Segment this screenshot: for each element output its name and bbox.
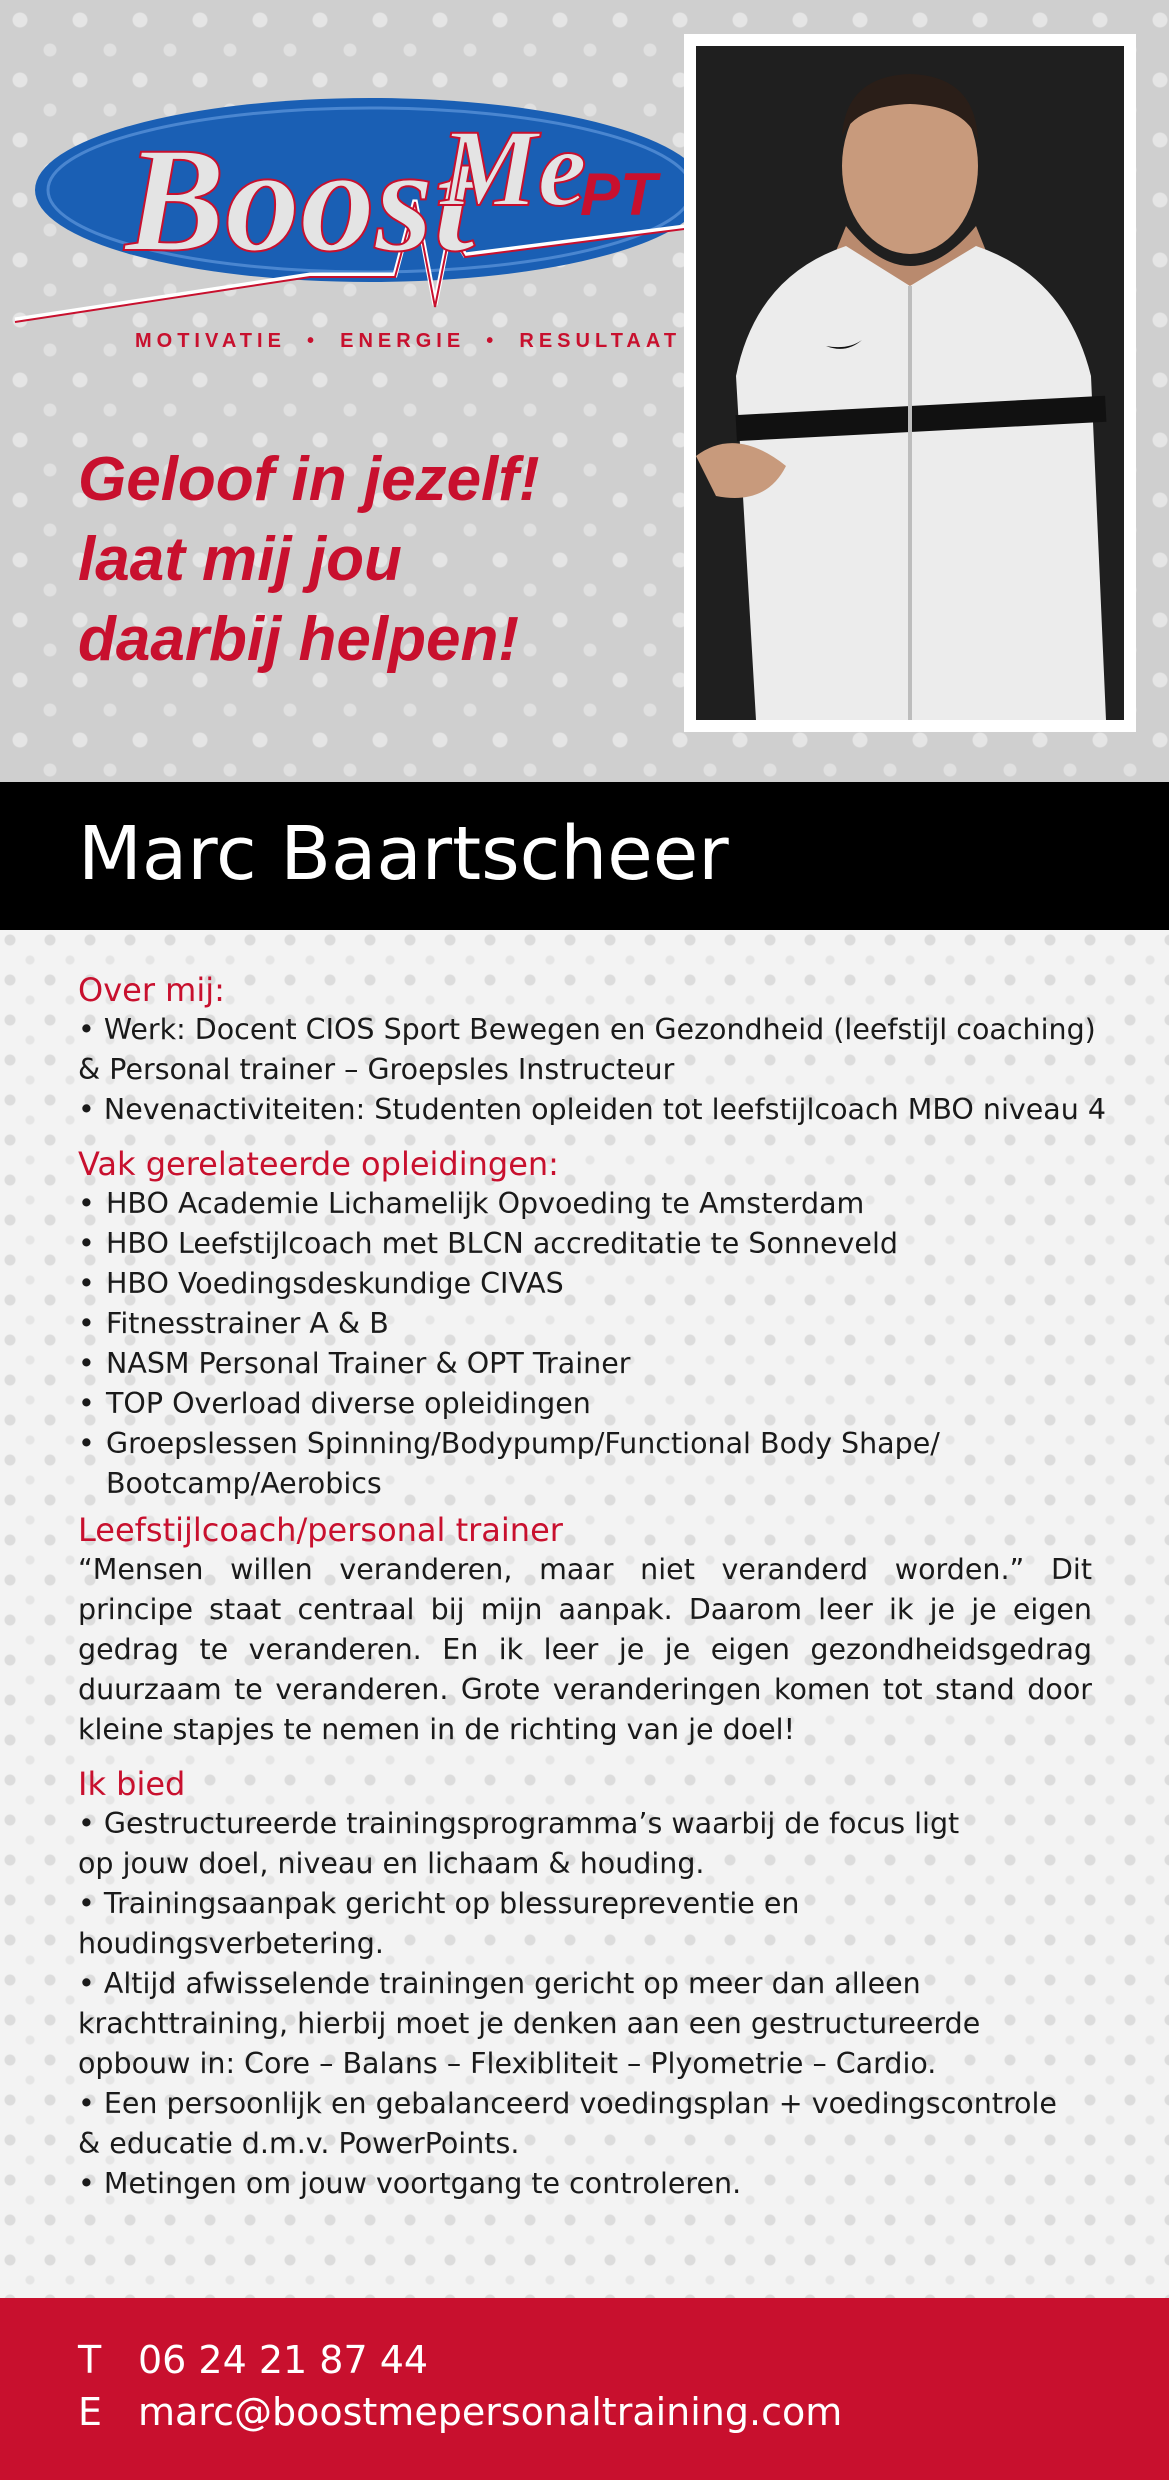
bied-line-2: op jouw doel, niveau en lichaam & houding. — [78, 1847, 705, 1880]
phone-label: T — [78, 2338, 102, 2382]
logo-text-pt: PT — [580, 161, 657, 228]
portrait-frame — [684, 34, 1136, 732]
portrait-jacket — [736, 246, 1106, 720]
section-title-opleidingen: Vak gerelateerde opleidingen: — [78, 1145, 559, 1183]
tagline-line-3: daarbij helpen! — [78, 605, 519, 674]
bied-line-7: opbouw in: Core – Balans – Flexibliteit – Plyometrie – Cardio. — [78, 2047, 937, 2080]
contact-list — [78, 2334, 842, 2438]
bied-line-6: krachttraining, hierbij moet je denken aan een gestructureerde — [78, 2007, 981, 2040]
bied-line-4: houdingsverbetering. — [78, 1927, 384, 1960]
logo-text-me: Me — [440, 107, 587, 229]
list-item: • Groepslessen Spinning/Bodypump/Functional Body Shape/ — [78, 1424, 1092, 1464]
bied-line-5: • Altijd afwisselende trainingen gericht op meer dan alleen — [78, 1967, 921, 2000]
email-row[interactable] — [78, 2386, 842, 2438]
logo-text-boost: Boost — [125, 117, 476, 283]
phone-row[interactable] — [78, 2334, 842, 2386]
bied-line-10: • Metingen om jouw voortgang te controleren. — [78, 2167, 742, 2200]
bied-line-8: • Een persoonlijk en gebalanceerd voedingsplan + voedingscontrole — [78, 2087, 1057, 2120]
portrait-photo — [696, 46, 1124, 720]
contact-footer — [0, 2298, 1169, 2480]
list-item: • NASM Personal Trainer & OPT Trainer — [78, 1344, 1092, 1384]
education-continuation: Bootcamp/Aerobics — [106, 1467, 382, 1500]
bied-line-1: • Gestructureerde trainingsprogramma’s waarbij de focus ligt — [78, 1807, 960, 1840]
section-title-bied: Ik bied — [78, 1765, 186, 1803]
logo-graphic — [10, 50, 700, 370]
list-item: • TOP Overload diverse opleidingen — [78, 1384, 1092, 1424]
header-area — [0, 0, 1169, 782]
over-line-3: • Nevenactiviteiten: Studenten opleiden tot leefstijlcoach MBO niveau 4 — [78, 1093, 1106, 1126]
list-item: • HBO Academie Lichamelijk Opvoeding te Amsterdam — [78, 1184, 1092, 1224]
phone-number[interactable]: 06 24 21 87 44 — [138, 2338, 429, 2382]
education-list — [78, 1184, 1092, 1464]
over-line-1: • Werk: Docent CIOS Sport Bewegen en Gezondheid (leefstijl coaching) — [78, 1013, 1096, 1046]
main-content — [0, 930, 1169, 2298]
over-line-2: & Personal trainer – Groepsles Instructeur — [78, 1053, 675, 1086]
email-address[interactable]: marc@boostmepersonaltraining.com — [138, 2390, 843, 2434]
list-item: • HBO Leefstijlcoach met BLCN accreditatie te Sonneveld — [78, 1224, 1092, 1264]
section-title-coach: Leefstijlcoach/personal trainer — [78, 1511, 563, 1549]
list-item: • HBO Voedingsdeskundige CIVAS — [78, 1264, 1092, 1304]
brand-logo[interactable] — [10, 50, 700, 370]
bied-line-9: & educatie d.m.v. PowerPoints. — [78, 2127, 520, 2160]
portrait-illustration — [696, 46, 1124, 720]
email-label: E — [78, 2390, 103, 2434]
bied-line-3: • Trainingsaanpak gericht op blessurepreventie en — [78, 1887, 800, 1920]
list-item: • Fitnesstrainer A & B — [78, 1304, 1092, 1344]
name-banner — [0, 782, 1169, 930]
tagline-line-2: laat mij jou — [78, 525, 402, 594]
person-name: Marc Baartscheer — [78, 811, 729, 897]
tagline — [78, 440, 678, 680]
coach-paragraph: “Mensen willen veranderen, maar niet veranderd worden.” Dit principe staat centraal bij mijn aanpak. Daarom leer ik je je eigen gedrag te veranderen. En ik leer je je eigen gezondheidsgedrag duurzaam te veranderen. Grote veranderingen komen tot stand door kleine stapjes te nemen in de richting van je doel! — [78, 1553, 1092, 1746]
tagline-line-1: Geloof in jezelf! — [78, 445, 540, 514]
logo-motto: MOTIVATIE • ENERGIE • RESULTAAT — [135, 330, 682, 352]
section-title-over: Over mij: — [78, 971, 225, 1009]
